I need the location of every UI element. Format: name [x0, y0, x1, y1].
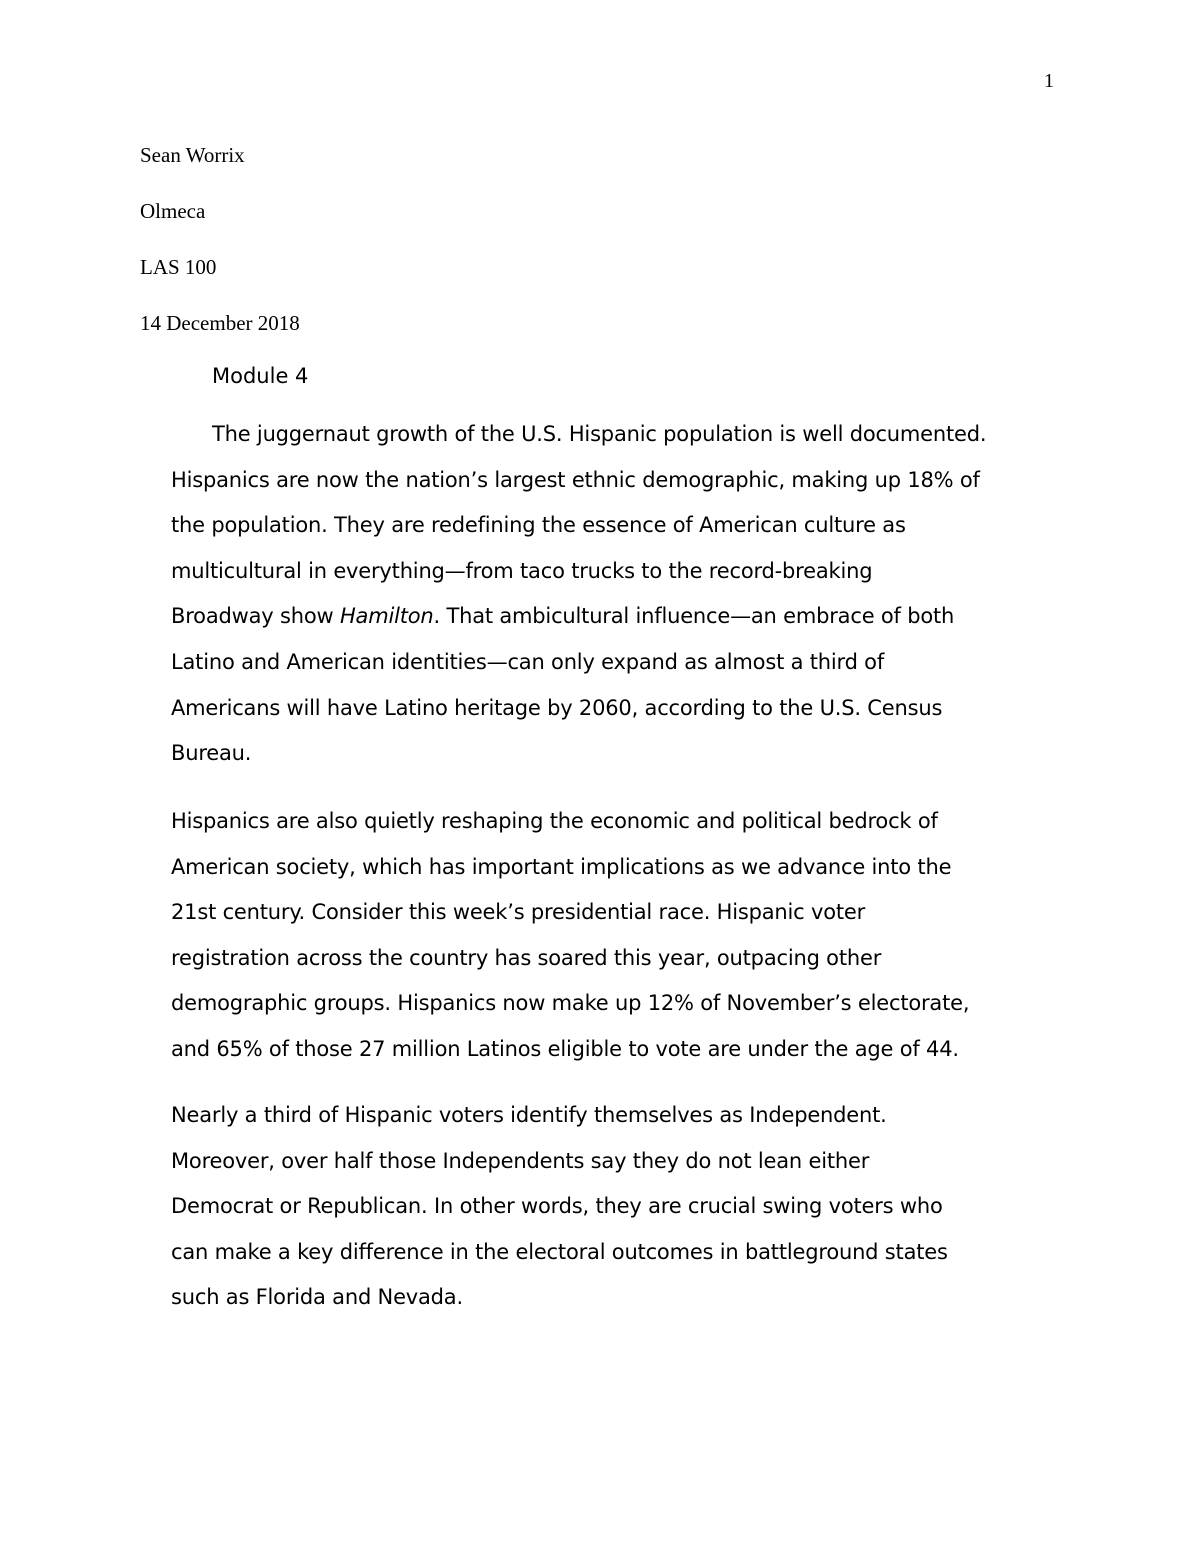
text-run: . That ambicultural influence—an embrace of both — [433, 604, 955, 629]
paragraph-line: 21st century. Consider this week’s presidential race. Hispanic voter — [171, 900, 866, 925]
paragraph-line: can make a key difference in the electoral outcomes in battleground states — [171, 1239, 948, 1264]
author-name: Sean Worrix — [140, 143, 245, 167]
paragraph-line: multicultural in everything—from taco trucks to the record-breaking — [171, 558, 873, 583]
date: 14 December 2018 — [140, 311, 300, 335]
paragraph-line: Hispanics are also quietly reshaping the economic and political bedrock of — [171, 809, 938, 833]
paragraph-line: American society, which has important implications as we advance into the — [171, 854, 952, 879]
italic-title: Hamilton — [339, 604, 434, 629]
paragraph-line: Americans will have Latino heritage by 2060, according to the U.S. Census — [171, 695, 943, 720]
paragraph-1 — [171, 412, 1051, 777]
document-title: Module 4 — [212, 364, 309, 388]
paragraph-line: and 65% of those 27 million Latinos eligible to vote are under the age of 44. — [171, 1036, 959, 1061]
instructor-name: Olmeca — [140, 199, 206, 223]
page-number: 1 — [1044, 70, 1054, 92]
course-name: LAS 100 — [140, 255, 217, 279]
paragraph-line: Moreover, over half those Independents say they do not lean either — [171, 1148, 870, 1173]
text-run: Broadway show — [171, 604, 340, 629]
paragraph-line: Bureau. — [171, 741, 252, 766]
paragraph-2 — [171, 799, 1051, 1073]
paragraph-line: the population. They are redefining the essence of American culture as — [171, 513, 906, 538]
paragraph-line: demographic groups. Hispanics now make up 12% of November’s electorate, — [171, 991, 970, 1016]
paragraph-line: The juggernaut growth of the U.S. Hispanic population is well documented. — [212, 422, 987, 446]
paragraph-line: Latino and American identities—can only expand as almost a third of — [171, 649, 885, 674]
paragraph-line — [171, 594, 1051, 640]
paragraph-line: Hispanics are now the nation’s largest ethnic demographic, making up 18% of — [171, 467, 980, 492]
paragraph-line: Nearly a third of Hispanic voters identify themselves as Independent. — [171, 1103, 887, 1127]
paragraph-line: Democrat or Republican. In other words, they are crucial swing voters who — [171, 1194, 943, 1219]
paragraph-line: such as Florida and Nevada. — [171, 1285, 463, 1310]
paragraph-3 — [171, 1093, 1051, 1321]
paragraph-line: registration across the country has soared this year, outpacing other — [171, 945, 882, 970]
